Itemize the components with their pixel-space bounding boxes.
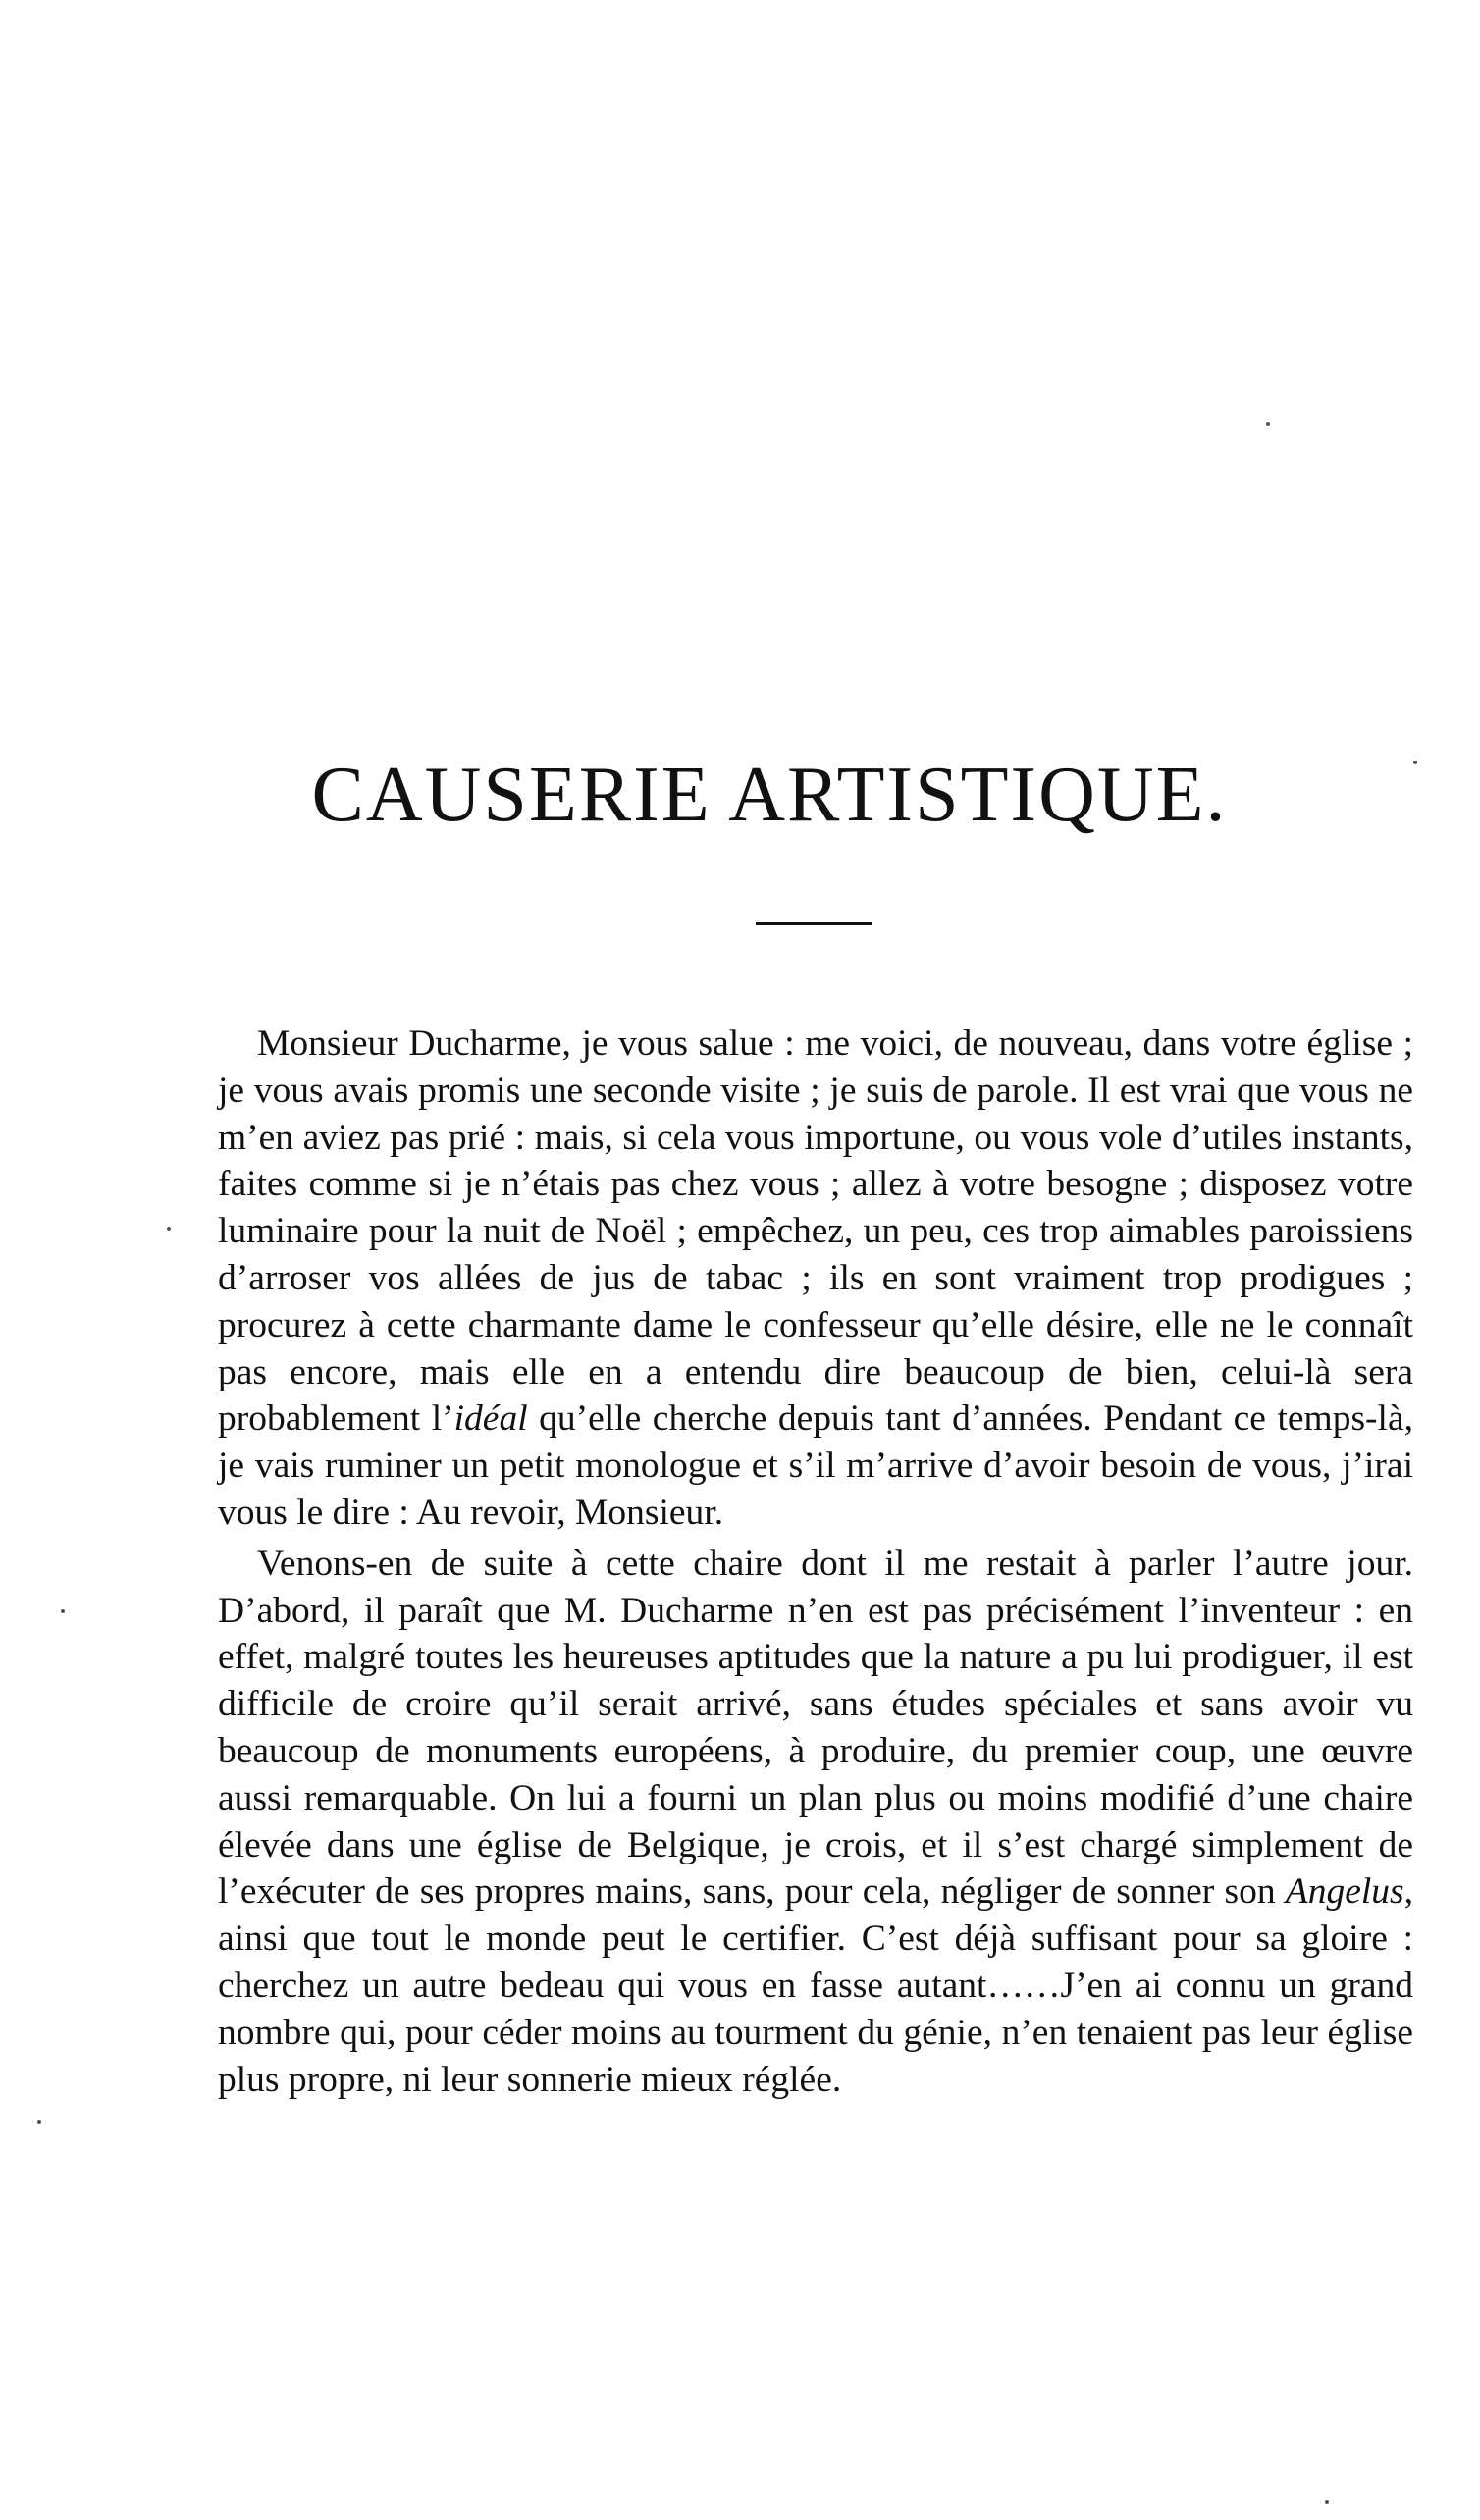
paper-speck: [37, 2120, 41, 2124]
text-run: qu’elle cherche depuis tant d’années. Pendant ce temps-là, je vais ruminer un petit monologue et s’il m’arrive d’avoir besoin de vous, j’irai vous le dire : Au revoir, Monsieur.: [218, 1398, 1413, 1533]
text-run: Monsieur Ducharme, je vous salue : me voici, de nouveau, dans votre église ; je vous avais promis une seconde visite ; je suis de parole. Il est vrai que vous ne m’en aviez pas prié : mais, si cela vous importune, ou vous vole d’utiles instants, faites comme si je n’étais pas chez vous ; allez à votre besogne ; disposez votre luminaire pour la nuit de Noël ; empêchez, un peu, ces trop aimables paroissiens d’arroser vos allées de jus de tabac ; ils en sont vraiment trop prodigues ; procurez à cette charmante dame le confesseur qu’elle désire, elle ne le connaît pas encore, mais elle en a entendu dire beaucoup de bien, celui-là sera probablement l’: [218, 1024, 1413, 1440]
paper-speck: [167, 1227, 171, 1231]
paragraph: [218, 1021, 1413, 1537]
paper-speck: [1266, 422, 1270, 426]
text-run: Venons-en de suite à cette chaire dont il me restait à parler l’autre jour. D’abord, il paraît que M. Ducharme n’en est pas précisément l’inventeur : en effet, malgré toutes les heureuses aptitudes que la nature a pu lui prodiguer, il est difficile de croire qu’il serait arrivé, sans études spéciales et sans avoir vu beaucoup de monuments européens, à produire, du premier coup, une œuvre aussi remarquable. On lui a fourni un plan plus ou moins modifié d’une chaire élevée dans une église de Belgique, je crois, et il s’est chargé simplement de l’exécuter de ses propres mains, sans, pour cela, négliger de sonner son: [218, 1543, 1413, 1913]
italic-run: Angelus: [1285, 1871, 1404, 1913]
text-run: , ainsi que tout le monde peut le certifier. C’est déjà suffisant pour sa gloire : cherchez un autre bedeau qui vous en fasse autant……J’en ai connu un grand nombre qui, pour céder moins au tourment du génie, n’en tenaient pas leur église plus propre, ni leur sonnerie mieux réglée.: [218, 1871, 1413, 2100]
paragraph: [218, 1541, 1413, 2104]
paper-speck: [1413, 761, 1417, 764]
paper-speck: [61, 1609, 65, 1613]
chapter-title: CAUSERIE ARTISTIQUE.: [311, 752, 1228, 838]
title-rule: [756, 922, 872, 925]
body-text: [218, 1021, 1413, 2103]
paper-speck: [1325, 2500, 1329, 2504]
italic-run: idéal: [453, 1398, 528, 1440]
